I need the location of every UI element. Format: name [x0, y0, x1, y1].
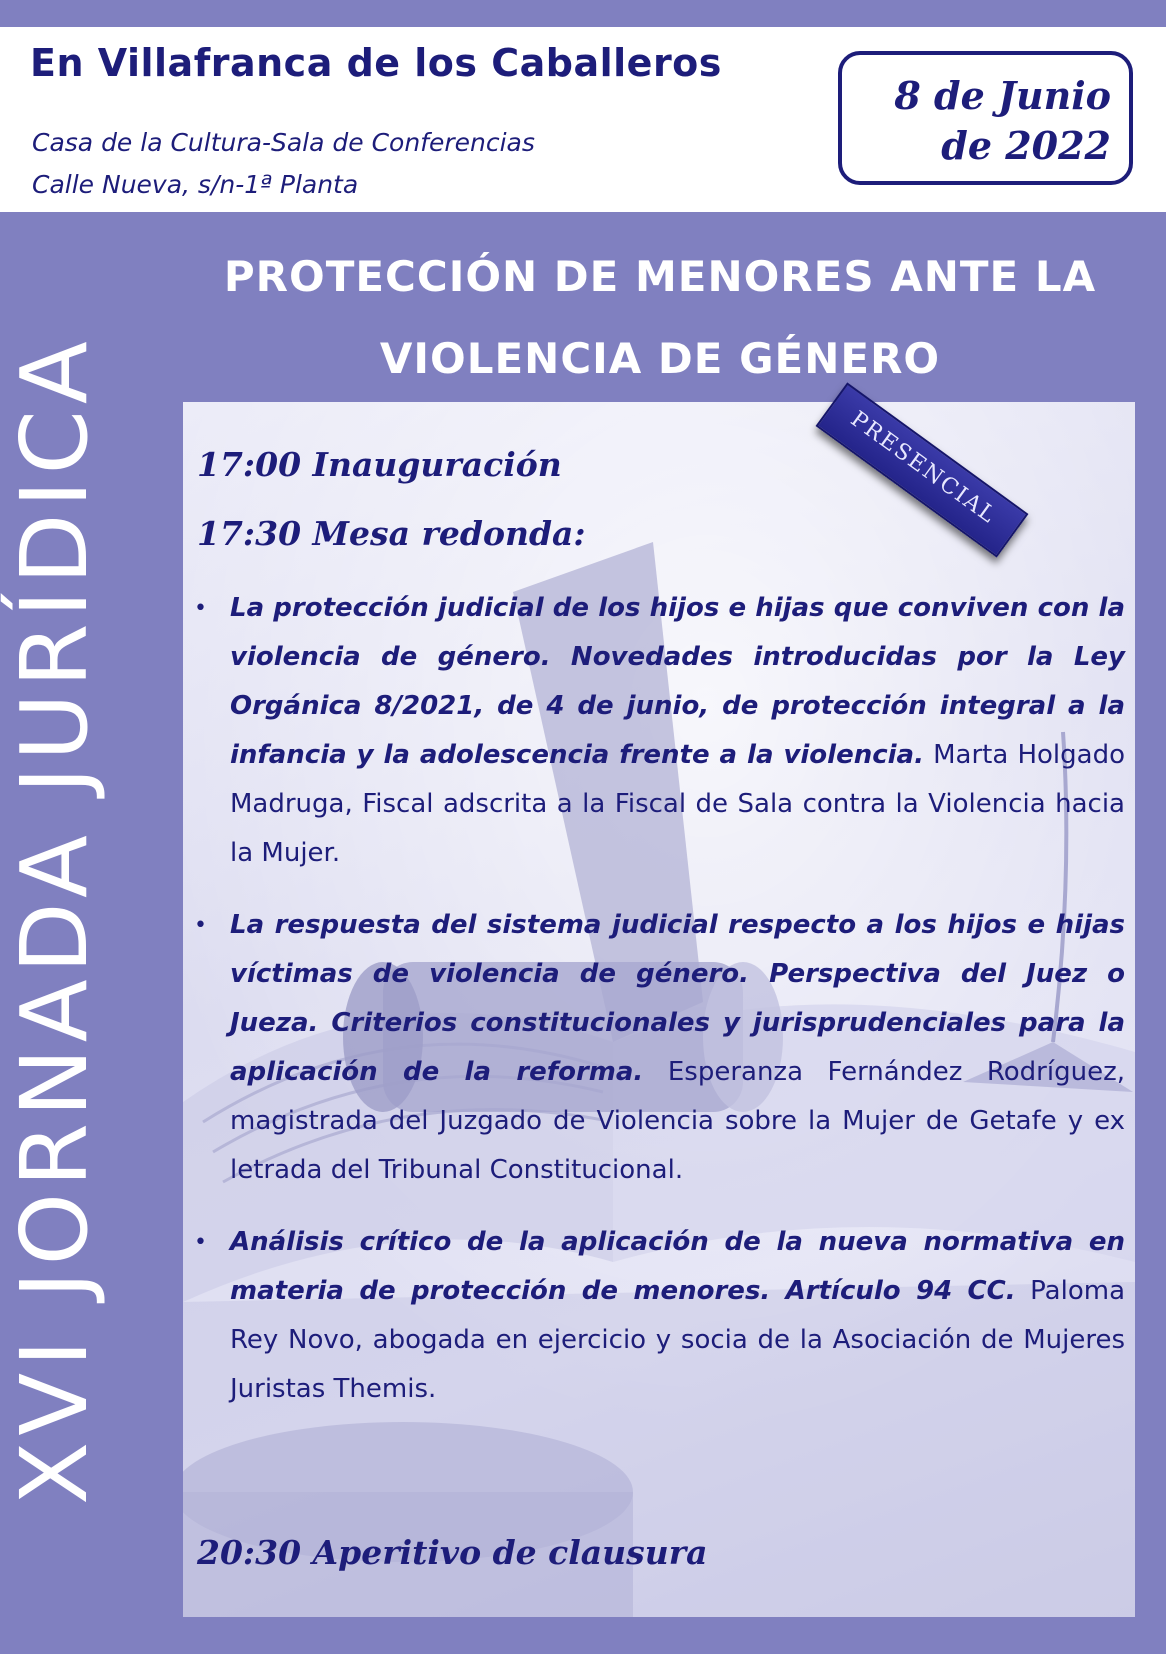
talk-speaker: Paloma Rey Novo, abogada en ejercicio y socia de la Asociación de Mujeres Juristas Themis.	[230, 1276, 1126, 1404]
talk-speaker: Marta Holgado Madruga, Fiscal adscrita a la Fiscal de Sala contra la Violencia hacia la Mujer.	[230, 740, 1125, 868]
schedule-panel: 17:30 Mesa redonda:	[197, 514, 586, 553]
header-banner	[0, 27, 1166, 212]
talk-title: La respuesta del sistema judicial respecto a los hijos e hijas víctimas de violencia de género. Perspectiva del Juez o Jueza. Criterios constitucionales y jurisprudenciales para la aplicación de la reforma.	[230, 910, 1125, 1087]
schedule-closing: 20:30 Aperitivo de clausura	[197, 1533, 708, 1572]
topic-title	[200, 236, 1120, 400]
date-line-year: de 2022	[941, 123, 1111, 168]
schedule-opening: 17:00 Inauguración	[197, 445, 562, 484]
date-box	[838, 51, 1133, 185]
bullet-icon: •	[194, 913, 207, 938]
venue-name: Casa de la Cultura-Sala de Conferencias	[32, 128, 535, 157]
presencial-badge: PRESENCIAL	[816, 382, 1029, 557]
location-title: En Villafranca de los Caballeros	[30, 41, 722, 85]
event-title-vertical: XVI JORNADA JURÍDICA	[1, 335, 108, 1505]
list-item	[190, 1218, 1125, 1414]
talk-title: Análisis crítico de la aplicación de la nueva normativa en materia de protección de menores. Artículo 94 CC.	[230, 1227, 1125, 1306]
bullet-icon: •	[194, 596, 207, 621]
list-item	[190, 584, 1125, 878]
talk-title: La protección judicial de los hijos e hijas que conviven con la violencia de género. Novedades introducidas por la Ley Orgánica 8/2021, de 4 de junio, de protección integral a la infancia y la adolescencia frente a la violencia.	[230, 593, 1125, 770]
topic-line-2: VIOLENCIA DE GÉNERO	[379, 334, 941, 383]
list-item	[190, 901, 1125, 1195]
venue-address: Calle Nueva, s/n-1ª Planta	[32, 170, 359, 199]
date-line-day: 8 de Junio	[894, 73, 1111, 118]
talk-speaker: Esperanza Fernández Rodríguez, magistrada del Juzgado de Violencia sobre la Mujer de Getafe y ex letrada del Tribunal Constitucional.	[230, 1057, 1125, 1185]
bullet-icon: •	[194, 1230, 207, 1255]
topic-line-1: PROTECCIÓN DE MENORES ANTE LA	[223, 252, 1097, 301]
talk-list	[190, 584, 1125, 1414]
